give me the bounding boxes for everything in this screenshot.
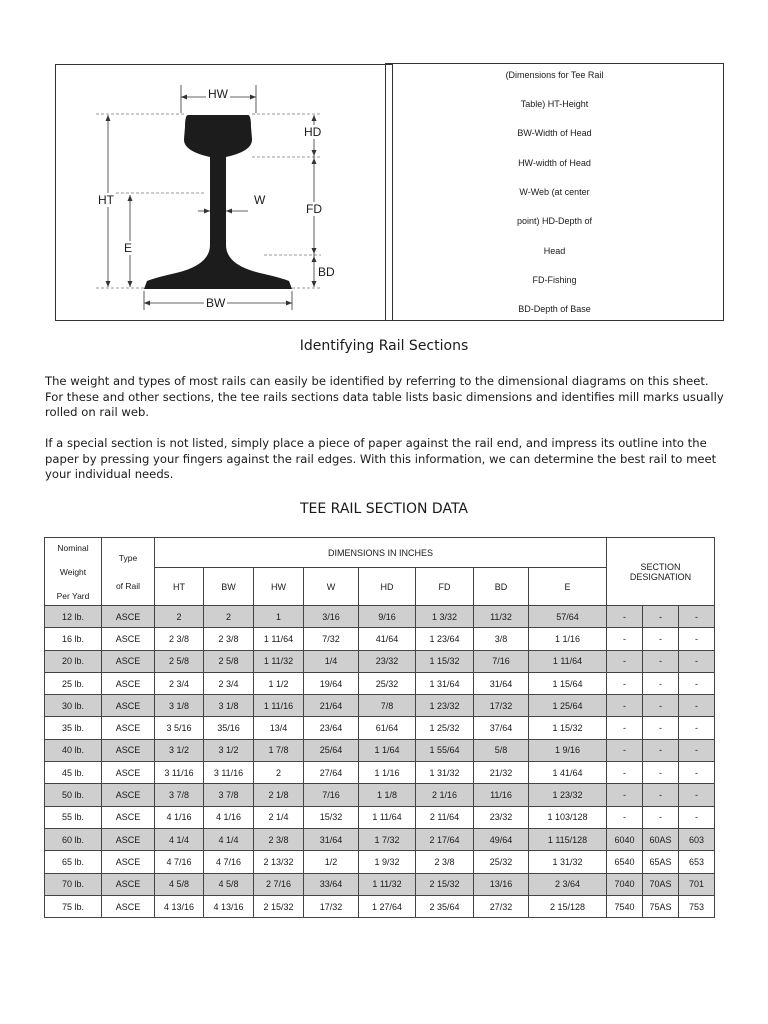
table-cell: 1 7/32: [359, 828, 416, 850]
table-cell: 3 1/8: [204, 695, 254, 717]
table-cell: 9/16: [359, 606, 416, 628]
intro-paragraph: The weight and types of most rails can easily be identified by referring to the dimensional diagrams on this sheet. For these and other sections, the tee rails sections data table lists basic dimensions and identifies mill marks usually rolled on rail web.: [45, 374, 724, 419]
table-cell: 1 23/64: [416, 628, 474, 650]
tee-rail-table: [44, 537, 715, 918]
label-hw: HW: [208, 87, 228, 101]
table-cell: 2 15/32: [254, 895, 304, 917]
table-cell: 1 11/64: [254, 628, 304, 650]
table-cell: 1: [254, 606, 304, 628]
table-cell: ASCE: [102, 650, 155, 672]
table-cell: 70 lb.: [45, 873, 102, 895]
col-header: E: [529, 568, 607, 606]
rail-diagram: [55, 64, 393, 321]
table-cell: 2: [204, 606, 254, 628]
table-cell: 25/32: [474, 851, 529, 873]
table-cell: 1 55/64: [416, 739, 474, 761]
table-cell: -: [679, 784, 715, 806]
table-cell: 3/8: [474, 628, 529, 650]
table-cell: -: [679, 650, 715, 672]
table-cell: 2 15/32: [416, 873, 474, 895]
table-cell: 1 31/32: [529, 851, 607, 873]
col-header: HT: [155, 568, 204, 606]
table-cell: 35 lb.: [45, 717, 102, 739]
table-cell: -: [679, 739, 715, 761]
table-cell: 3 7/8: [155, 784, 204, 806]
table-cell: ASCE: [102, 695, 155, 717]
table-cell: ASCE: [102, 717, 155, 739]
table-cell: 3 7/8: [204, 784, 254, 806]
header-nominal-weight: Nominal Weight Per Yard: [45, 538, 102, 606]
table-cell: ASCE: [102, 606, 155, 628]
table-row: [45, 739, 715, 761]
label-ht: HT: [98, 193, 114, 207]
col-header: BD: [474, 568, 529, 606]
table-row: [45, 828, 715, 850]
table-cell: 1 41/64: [529, 762, 607, 784]
rail-profile: [144, 115, 292, 289]
table-cell: 11/16: [474, 784, 529, 806]
table-cell: 1 7/8: [254, 739, 304, 761]
table-cell: 4 13/16: [204, 895, 254, 917]
table-cell: -: [643, 650, 679, 672]
table-cell: 1/2: [304, 851, 359, 873]
label-bw: BW: [206, 296, 226, 310]
table-cell: 31/64: [304, 828, 359, 850]
col-header: HW: [254, 568, 304, 606]
table-row: [45, 628, 715, 650]
table-row: [45, 695, 715, 717]
table-cell: 2 7/16: [254, 873, 304, 895]
table-cell: -: [679, 806, 715, 828]
table-cell: 1 15/64: [529, 672, 607, 694]
table-cell: 4 5/8: [204, 873, 254, 895]
label-bd: BD: [318, 265, 335, 279]
table-cell: 4 7/16: [204, 851, 254, 873]
table-row: [45, 784, 715, 806]
table-cell: 1 23/32: [416, 695, 474, 717]
table-cell: 2 3/4: [155, 672, 204, 694]
table-cell: 19/64: [304, 672, 359, 694]
table-cell: 7040: [607, 873, 643, 895]
table-cell: 30 lb.: [45, 695, 102, 717]
table-cell: 57/64: [529, 606, 607, 628]
table-cell: 1 9/16: [529, 739, 607, 761]
table-cell: -: [643, 672, 679, 694]
table-cell: 1 1/16: [529, 628, 607, 650]
legend-line: Table) HT-Height: [520, 99, 589, 109]
table-cell: 17/32: [474, 695, 529, 717]
table-cell: 65 lb.: [45, 851, 102, 873]
table-cell: 12 lb.: [45, 606, 102, 628]
table-cell: 20 lb.: [45, 650, 102, 672]
table-cell: -: [607, 806, 643, 828]
table-cell: 1 15/32: [416, 650, 474, 672]
instructions-paragraph: If a special section is not listed, simply place a piece of paper against the rail end, and impress its outline into the paper by pressing your fingers against the rail edges. With this information, we can determine the best rail to meet your individual needs.: [45, 436, 717, 481]
table-cell: -: [607, 717, 643, 739]
table-row: [45, 851, 715, 873]
table-cell: 1 9/32: [359, 851, 416, 873]
table-cell: 7/16: [304, 784, 359, 806]
table-cell: 55 lb.: [45, 806, 102, 828]
table-row: [45, 672, 715, 694]
table-cell: 27/32: [474, 895, 529, 917]
table-cell: 1 25/64: [529, 695, 607, 717]
table-row: [45, 873, 715, 895]
table-cell: 60AS: [643, 828, 679, 850]
label-w: W: [254, 193, 266, 207]
table-cell: 15/32: [304, 806, 359, 828]
table-cell: -: [643, 695, 679, 717]
table-cell: 3 5/16: [155, 717, 204, 739]
table-cell: -: [643, 739, 679, 761]
table-cell: 1 31/64: [416, 672, 474, 694]
legend-line: HW-width of Head: [518, 158, 591, 168]
table-cell: -: [643, 628, 679, 650]
table-cell: 2 3/8: [204, 628, 254, 650]
table-cell: 701: [679, 873, 715, 895]
table-cell: 1 115/128: [529, 828, 607, 850]
table-cell: 45 lb.: [45, 762, 102, 784]
header-type-of-rail: Type of Rail: [102, 538, 155, 606]
label-hd: HD: [304, 125, 322, 139]
table-body: [45, 606, 715, 918]
table-cell: 1 25/32: [416, 717, 474, 739]
table-cell: 23/32: [474, 806, 529, 828]
table-cell: 2 1/8: [254, 784, 304, 806]
table-cell: ASCE: [102, 895, 155, 917]
table-cell: 21/64: [304, 695, 359, 717]
table-cell: 2 11/64: [416, 806, 474, 828]
table-cell: -: [679, 762, 715, 784]
table-row: [45, 606, 715, 628]
table-cell: 2: [155, 606, 204, 628]
table-cell: ASCE: [102, 851, 155, 873]
table-row: [45, 806, 715, 828]
col-header: BW: [204, 568, 254, 606]
table-cell: 3 1/2: [204, 739, 254, 761]
table-cell: 2 13/32: [254, 851, 304, 873]
table-cell: -: [607, 650, 643, 672]
table-cell: -: [679, 628, 715, 650]
table-cell: 21/32: [474, 762, 529, 784]
table-cell: 1 27/64: [359, 895, 416, 917]
table-cell: -: [607, 695, 643, 717]
table-cell: -: [679, 672, 715, 694]
table-cell: 7/32: [304, 628, 359, 650]
section-title: Identifying Rail Sections: [299, 338, 469, 354]
table-cell: 25/64: [304, 739, 359, 761]
table-cell: 17/32: [304, 895, 359, 917]
table-cell: 1/4: [304, 650, 359, 672]
table-cell: 61/64: [359, 717, 416, 739]
table-row: [45, 762, 715, 784]
table-cell: 1 11/32: [359, 873, 416, 895]
table-cell: 41/64: [359, 628, 416, 650]
table-cell: 70AS: [643, 873, 679, 895]
legend-line: Head: [543, 246, 566, 256]
table-cell: 25/32: [359, 672, 416, 694]
table-cell: 13/4: [254, 717, 304, 739]
table-cell: 33/64: [304, 873, 359, 895]
table-cell: 7/16: [474, 650, 529, 672]
table-cell: 2 3/8: [254, 828, 304, 850]
table-cell: -: [679, 717, 715, 739]
table-cell: 1 3/32: [416, 606, 474, 628]
table-cell: 3 1/2: [155, 739, 204, 761]
table-cell: 6540: [607, 851, 643, 873]
legend-line: FD-Fishing: [532, 275, 577, 285]
table-cell: 4 13/16: [155, 895, 204, 917]
table-cell: 2 3/64: [529, 873, 607, 895]
table-title: TEE RAIL SECTION DATA: [299, 501, 468, 517]
table-cell: 2 1/16: [416, 784, 474, 806]
table-cell: ASCE: [102, 806, 155, 828]
table-cell: ASCE: [102, 739, 155, 761]
table-cell: 2 1/4: [254, 806, 304, 828]
table-cell: 1 11/64: [529, 650, 607, 672]
table-cell: 25 lb.: [45, 672, 102, 694]
table-cell: 27/64: [304, 762, 359, 784]
header-section-designation: SECTION DESIGNATION: [607, 538, 715, 606]
table-cell: 2 35/64: [416, 895, 474, 917]
col-header: HD: [359, 568, 416, 606]
table-cell: 13/16: [474, 873, 529, 895]
table-cell: 2 17/64: [416, 828, 474, 850]
table-cell: ASCE: [102, 762, 155, 784]
table-cell: 2 5/8: [204, 650, 254, 672]
table-cell: 75AS: [643, 895, 679, 917]
table-cell: 5/8: [474, 739, 529, 761]
table-row: [45, 650, 715, 672]
table-cell: -: [643, 806, 679, 828]
table-cell: ASCE: [102, 873, 155, 895]
table-cell: 4 1/16: [155, 806, 204, 828]
table-cell: 50 lb.: [45, 784, 102, 806]
table-cell: 40 lb.: [45, 739, 102, 761]
table-cell: 1 103/128: [529, 806, 607, 828]
table-cell: -: [643, 717, 679, 739]
table-cell: 4 1/4: [204, 828, 254, 850]
table-cell: -: [607, 606, 643, 628]
table-cell: 2: [254, 762, 304, 784]
table-cell: 3 11/16: [204, 762, 254, 784]
table-cell: 4 1/16: [204, 806, 254, 828]
table-cell: -: [607, 628, 643, 650]
table-cell: -: [643, 762, 679, 784]
table-cell: -: [679, 606, 715, 628]
table-cell: 2 15/128: [529, 895, 607, 917]
table-cell: 2 3/8: [155, 628, 204, 650]
table-cell: 1 1/16: [359, 762, 416, 784]
table-cell: 2 3/8: [416, 851, 474, 873]
legend-line: point) HD-Depth of: [516, 216, 593, 226]
table-cell: 1 11/64: [359, 806, 416, 828]
header-dimensions: DIMENSIONS IN INCHES: [155, 538, 607, 568]
table-cell: 753: [679, 895, 715, 917]
table-cell: 6040: [607, 828, 643, 850]
label-fd: FD: [306, 202, 322, 216]
table-cell: -: [607, 739, 643, 761]
table-cell: 75 lb.: [45, 895, 102, 917]
table-cell: 49/64: [474, 828, 529, 850]
table-cell: 1 1/64: [359, 739, 416, 761]
table-cell: 1 11/16: [254, 695, 304, 717]
table-cell: 1 11/32: [254, 650, 304, 672]
table-cell: 65AS: [643, 851, 679, 873]
table-cell: 3 11/16: [155, 762, 204, 784]
table-cell: -: [679, 695, 715, 717]
table-cell: -: [607, 762, 643, 784]
table-cell: 23/32: [359, 650, 416, 672]
table-cell: ASCE: [102, 672, 155, 694]
legend-line: (Dimensions for Tee Rail: [505, 70, 604, 80]
legend-line: W-Web (at center: [519, 187, 590, 197]
table-cell: 31/64: [474, 672, 529, 694]
legend-line: BD-Depth of Base: [518, 304, 591, 314]
table-cell: -: [607, 784, 643, 806]
table-cell: 1 31/32: [416, 762, 474, 784]
table-cell: ASCE: [102, 828, 155, 850]
table-cell: 3 1/8: [155, 695, 204, 717]
table-cell: 23/64: [304, 717, 359, 739]
table-cell: 2 3/4: [204, 672, 254, 694]
table-cell: 11/32: [474, 606, 529, 628]
table-cell: 7/8: [359, 695, 416, 717]
table-cell: 1 1/2: [254, 672, 304, 694]
table-cell: 1 23/32: [529, 784, 607, 806]
table-cell: 4 5/8: [155, 873, 204, 895]
table-cell: 3/16: [304, 606, 359, 628]
table-cell: 4 1/4: [155, 828, 204, 850]
table-cell: 653: [679, 851, 715, 873]
col-header: W: [304, 568, 359, 606]
table-cell: 16 lb.: [45, 628, 102, 650]
table-cell: -: [643, 606, 679, 628]
table-row: [45, 717, 715, 739]
dimension-legend: [385, 63, 724, 321]
table-cell: 35/16: [204, 717, 254, 739]
table-cell: 60 lb.: [45, 828, 102, 850]
table-row: [45, 895, 715, 917]
table-cell: ASCE: [102, 628, 155, 650]
table-cell: 1 15/32: [529, 717, 607, 739]
table-cell: 37/64: [474, 717, 529, 739]
table-cell: 603: [679, 828, 715, 850]
table-cell: -: [643, 784, 679, 806]
table-cell: -: [607, 672, 643, 694]
table-cell: 7540: [607, 895, 643, 917]
table-cell: ASCE: [102, 784, 155, 806]
table-cell: 2 5/8: [155, 650, 204, 672]
label-e: E: [124, 241, 133, 255]
table-cell: 1 1/8: [359, 784, 416, 806]
table-cell: 4 7/16: [155, 851, 204, 873]
legend-line: BW-Width of Head: [517, 128, 592, 138]
col-header: FD: [416, 568, 474, 606]
